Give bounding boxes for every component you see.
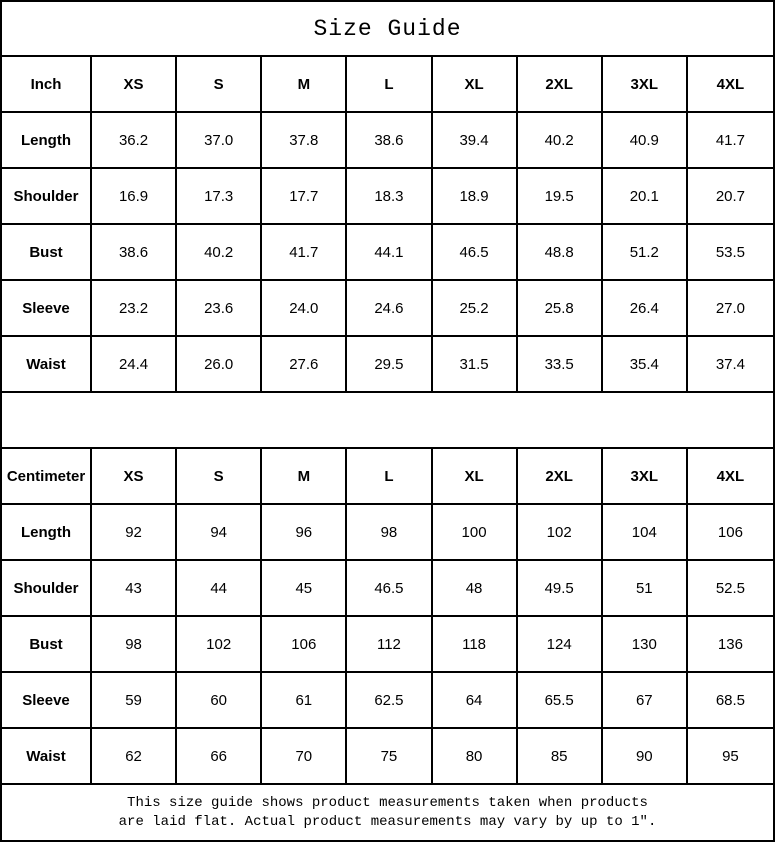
value-cell: 104 [603, 505, 688, 561]
value-cell: 51.2 [603, 225, 688, 281]
value-cell: 44.1 [347, 225, 432, 281]
centimeter-size-table [2, 449, 773, 785]
value-cell: 46.5 [347, 561, 432, 617]
size-header-cell: 4XL [688, 57, 773, 113]
value-cell: 37.8 [262, 113, 347, 169]
value-cell: 62 [92, 729, 177, 785]
value-cell: 59 [92, 673, 177, 729]
row-label-cell: Shoulder [2, 169, 92, 225]
footnote [2, 785, 773, 840]
value-cell: 36.2 [92, 113, 177, 169]
value-cell: 18.9 [433, 169, 518, 225]
value-cell: 39.4 [433, 113, 518, 169]
size-header-cell: S [177, 449, 262, 505]
value-cell: 48 [433, 561, 518, 617]
value-cell: 17.3 [177, 169, 262, 225]
row-label-cell: Length [2, 113, 92, 169]
value-cell: 75 [347, 729, 432, 785]
value-cell: 23.2 [92, 281, 177, 337]
value-cell: 16.9 [92, 169, 177, 225]
value-cell: 102 [177, 617, 262, 673]
value-cell: 52.5 [688, 561, 773, 617]
value-cell: 20.7 [688, 169, 773, 225]
value-cell: 61 [262, 673, 347, 729]
value-cell: 65.5 [518, 673, 603, 729]
value-cell: 17.7 [262, 169, 347, 225]
value-cell: 41.7 [262, 225, 347, 281]
value-cell: 64 [433, 673, 518, 729]
size-header-cell: 2XL [518, 449, 603, 505]
unit-header-cell: Inch [2, 57, 92, 113]
value-cell: 67 [603, 673, 688, 729]
value-cell: 24.0 [262, 281, 347, 337]
value-cell: 41.7 [688, 113, 773, 169]
size-header-cell: 3XL [603, 449, 688, 505]
size-header-cell: M [262, 449, 347, 505]
value-cell: 40.2 [177, 225, 262, 281]
value-cell: 112 [347, 617, 432, 673]
row-label-cell: Length [2, 505, 92, 561]
value-cell: 46.5 [433, 225, 518, 281]
value-cell: 18.3 [347, 169, 432, 225]
size-header-cell: XS [92, 449, 177, 505]
value-cell: 70 [262, 729, 347, 785]
value-cell: 106 [688, 505, 773, 561]
page-title: Size Guide [2, 2, 773, 57]
size-header-cell: XS [92, 57, 177, 113]
value-cell: 38.6 [347, 113, 432, 169]
size-header-cell: 4XL [688, 449, 773, 505]
value-cell: 80 [433, 729, 518, 785]
value-cell: 124 [518, 617, 603, 673]
value-cell: 25.8 [518, 281, 603, 337]
value-cell: 130 [603, 617, 688, 673]
value-cell: 27.0 [688, 281, 773, 337]
row-label-cell: Shoulder [2, 561, 92, 617]
value-cell: 37.4 [688, 337, 773, 393]
value-cell: 95 [688, 729, 773, 785]
value-cell: 27.6 [262, 337, 347, 393]
size-header-cell: L [347, 57, 432, 113]
value-cell: 45 [262, 561, 347, 617]
value-cell: 37.0 [177, 113, 262, 169]
value-cell: 85 [518, 729, 603, 785]
size-header-cell: 2XL [518, 57, 603, 113]
size-header-cell: XL [433, 57, 518, 113]
unit-header-cell: Centimeter [2, 449, 92, 505]
value-cell: 48.8 [518, 225, 603, 281]
value-cell: 100 [433, 505, 518, 561]
value-cell: 96 [262, 505, 347, 561]
value-cell: 90 [603, 729, 688, 785]
value-cell: 43 [92, 561, 177, 617]
row-label-cell: Sleeve [2, 281, 92, 337]
value-cell: 68.5 [688, 673, 773, 729]
footnote-line-1: This size guide shows product measurements taken when products [127, 794, 648, 811]
value-cell: 40.9 [603, 113, 688, 169]
size-header-cell: M [262, 57, 347, 113]
value-cell: 98 [347, 505, 432, 561]
value-cell: 53.5 [688, 225, 773, 281]
value-cell: 51 [603, 561, 688, 617]
value-cell: 24.6 [347, 281, 432, 337]
value-cell: 106 [262, 617, 347, 673]
row-label-cell: Waist [2, 337, 92, 393]
value-cell: 23.6 [177, 281, 262, 337]
size-header-cell: 3XL [603, 57, 688, 113]
value-cell: 35.4 [603, 337, 688, 393]
row-label-cell: Bust [2, 225, 92, 281]
row-label-cell: Sleeve [2, 673, 92, 729]
row-label-cell: Bust [2, 617, 92, 673]
value-cell: 29.5 [347, 337, 432, 393]
section-divider [2, 393, 773, 449]
value-cell: 94 [177, 505, 262, 561]
size-header-cell: S [177, 57, 262, 113]
value-cell: 136 [688, 617, 773, 673]
row-label-cell: Waist [2, 729, 92, 785]
value-cell: 118 [433, 617, 518, 673]
value-cell: 66 [177, 729, 262, 785]
value-cell: 60 [177, 673, 262, 729]
size-header-cell: L [347, 449, 432, 505]
value-cell: 49.5 [518, 561, 603, 617]
inch-size-table [2, 57, 773, 393]
value-cell: 33.5 [518, 337, 603, 393]
value-cell: 62.5 [347, 673, 432, 729]
value-cell: 92 [92, 505, 177, 561]
value-cell: 98 [92, 617, 177, 673]
value-cell: 38.6 [92, 225, 177, 281]
value-cell: 26.0 [177, 337, 262, 393]
value-cell: 19.5 [518, 169, 603, 225]
value-cell: 40.2 [518, 113, 603, 169]
value-cell: 31.5 [433, 337, 518, 393]
value-cell: 25.2 [433, 281, 518, 337]
footnote-line-2: are laid flat. Actual product measurements may vary by up to 1″. [118, 813, 657, 830]
value-cell: 20.1 [603, 169, 688, 225]
value-cell: 44 [177, 561, 262, 617]
value-cell: 24.4 [92, 337, 177, 393]
value-cell: 26.4 [603, 281, 688, 337]
size-header-cell: XL [433, 449, 518, 505]
value-cell: 102 [518, 505, 603, 561]
